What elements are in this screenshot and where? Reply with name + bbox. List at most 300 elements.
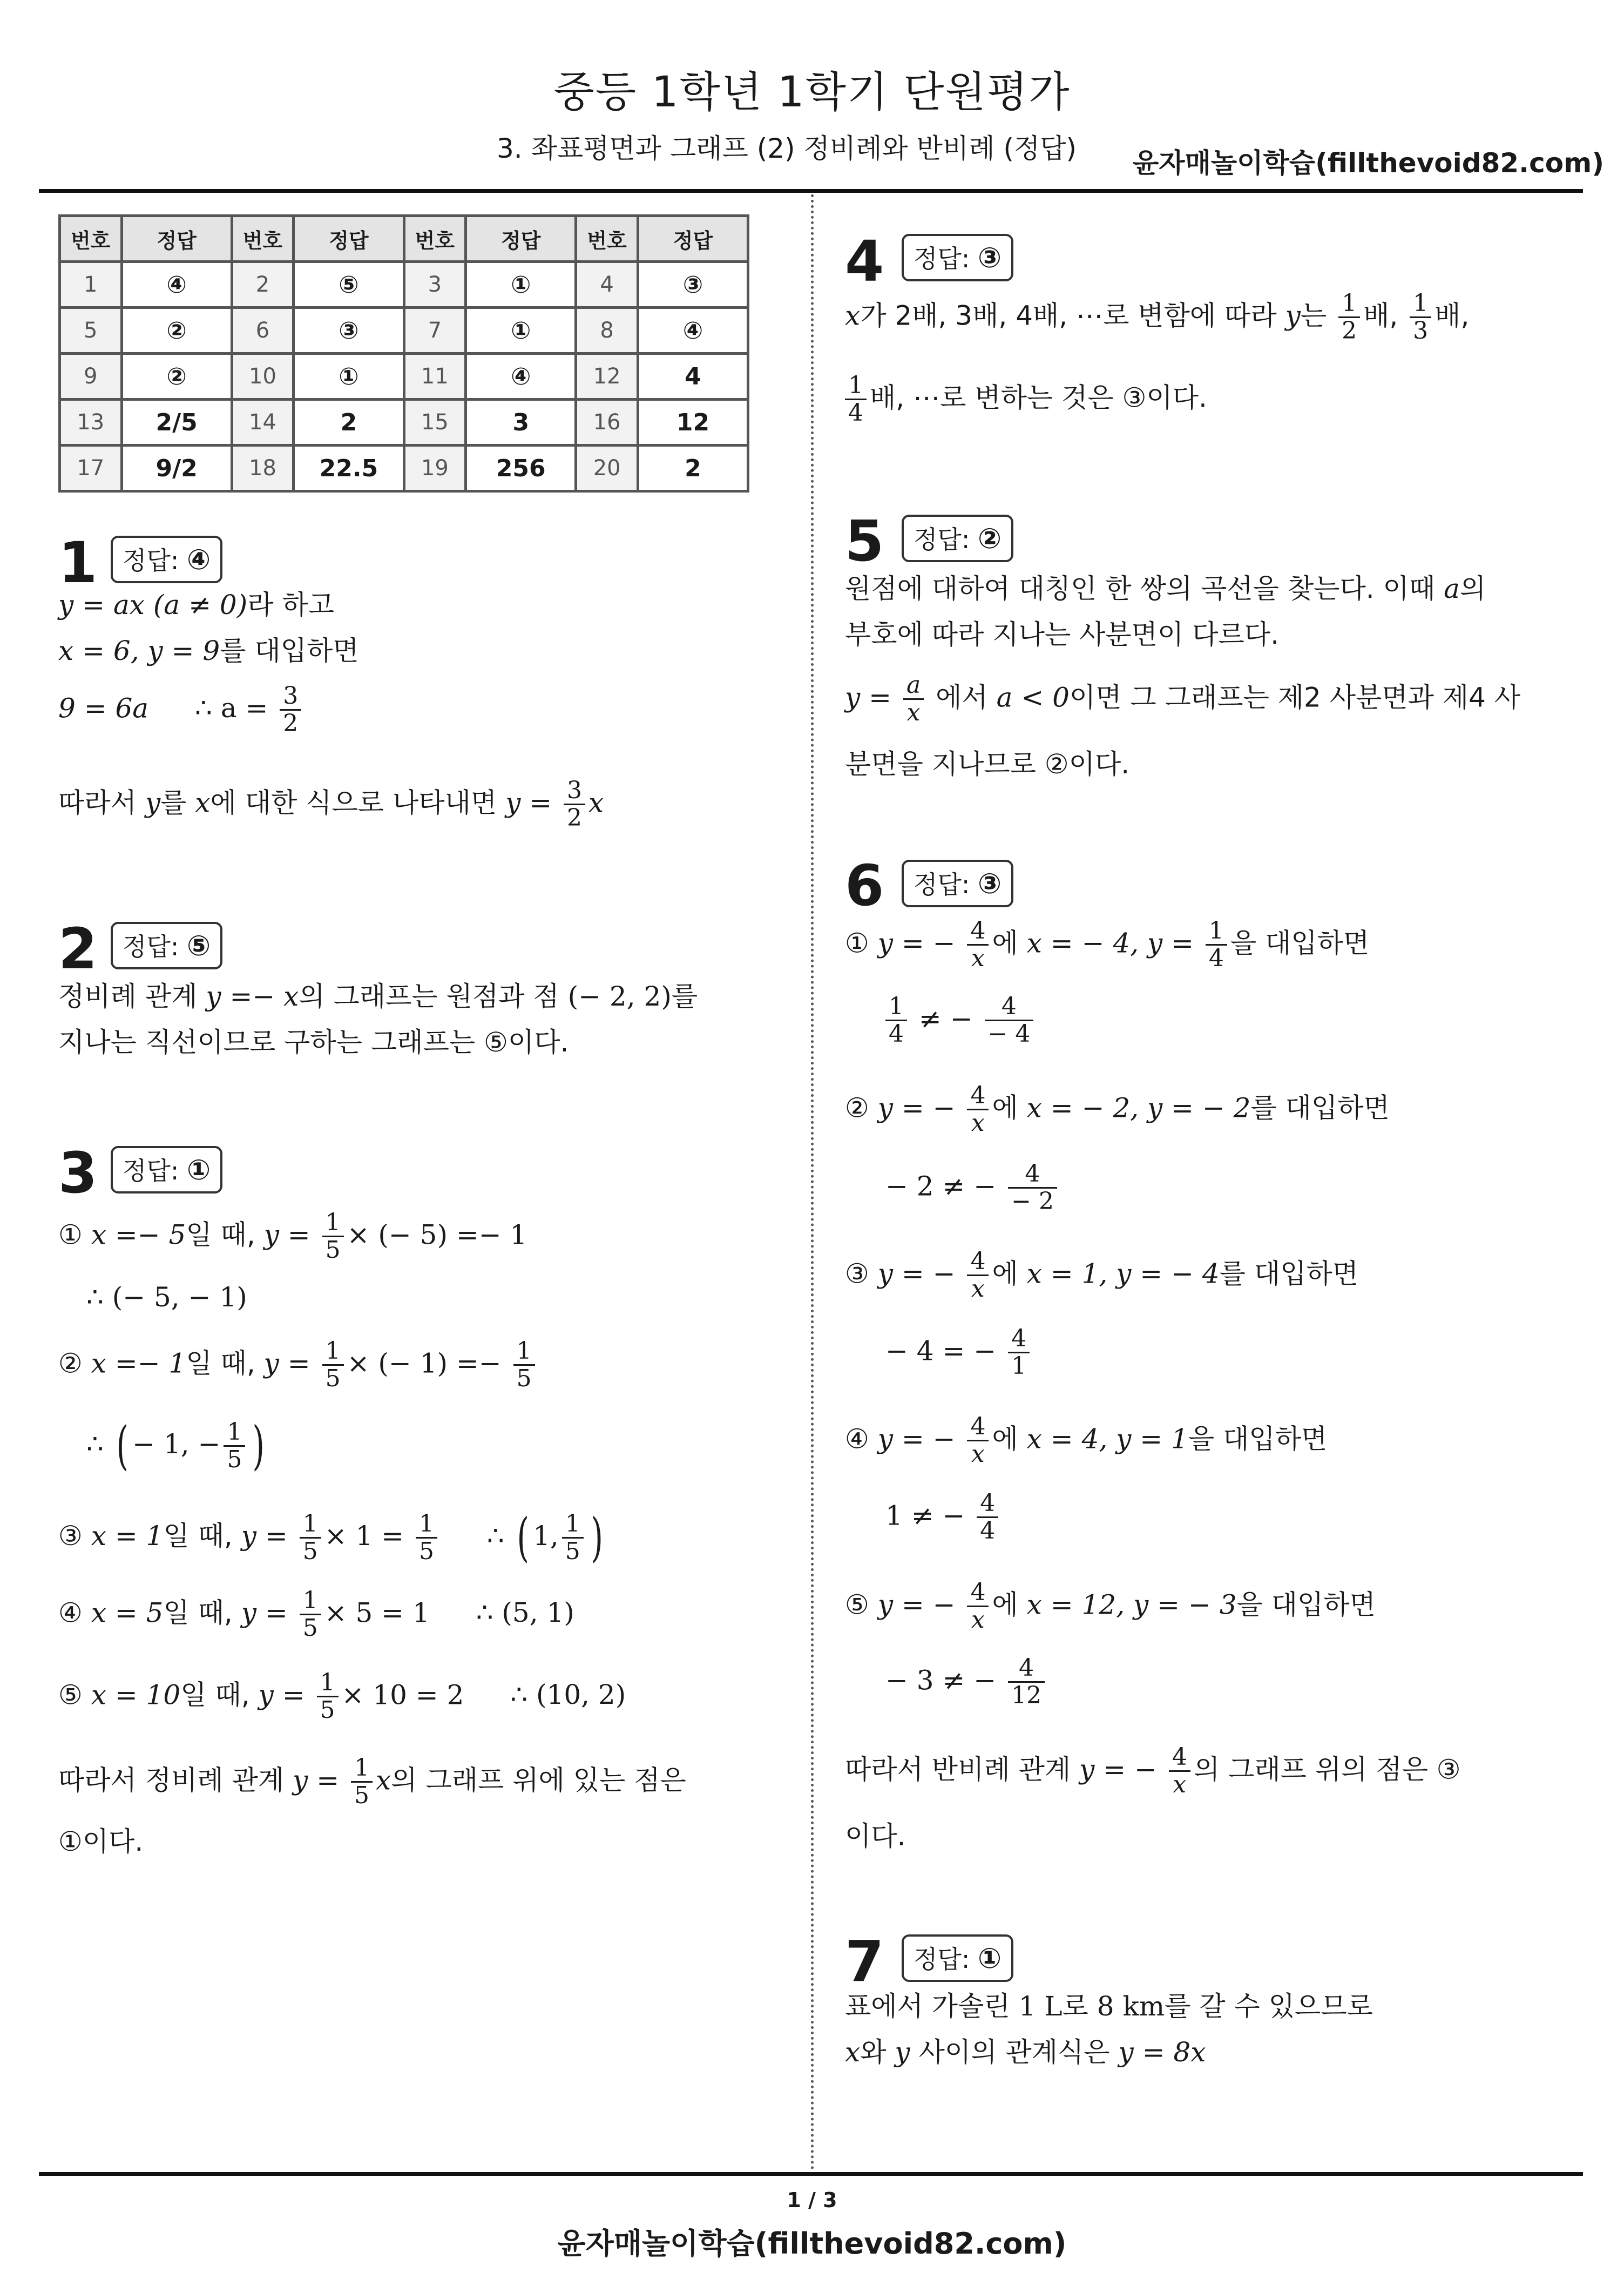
header-cell: 정답 xyxy=(294,216,404,262)
badge-answer: ① xyxy=(187,1154,211,1186)
math: y = xyxy=(258,1679,305,1711)
math: ∴ (− 5, − 1) xyxy=(86,1282,247,1313)
fraction-numerator: 1 xyxy=(351,1755,373,1783)
problem-6-step-4 xyxy=(845,1414,1327,1468)
fraction-numerator: 1 xyxy=(317,1670,339,1697)
math: − 3 ≠ − xyxy=(885,1664,997,1696)
fraction-numerator: 4 xyxy=(1008,1161,1057,1189)
math: × (− 5) =− 1 xyxy=(347,1219,527,1251)
choice-mark: ③ xyxy=(845,1258,869,1290)
fraction xyxy=(224,1419,245,1473)
fraction-numerator: 4 xyxy=(977,1491,998,1518)
right-paren: ) xyxy=(252,1415,265,1476)
math: x xyxy=(845,300,861,332)
problem-5-line-2: 부호에 따라 지나는 사분면이 다르다. xyxy=(845,619,1279,650)
badge-label: 정답: xyxy=(123,546,179,575)
text: 배, xyxy=(1434,300,1470,332)
fraction-denominator: 4 xyxy=(1208,945,1224,973)
text: 의 그래프 위에 있는 점은 xyxy=(391,1764,686,1796)
badge-label: 정답: xyxy=(914,525,970,554)
footer-rule xyxy=(39,2172,1583,2176)
problem-3-row-5 xyxy=(58,1670,626,1724)
question-number-cell: 15 xyxy=(404,400,466,446)
math: x = 6, y = 9 xyxy=(58,635,220,666)
math: − 4 = − xyxy=(885,1335,997,1367)
problem-5-line-4: 분면을 지나므로 ②이다. xyxy=(845,748,1130,780)
math: ∴ (10, 2) xyxy=(510,1679,626,1711)
problem-5-answer-badge xyxy=(902,515,1013,562)
answer-cell: ④ xyxy=(466,354,576,400)
choice-mark: ① xyxy=(58,1219,83,1251)
fraction-denominator: 5 xyxy=(325,1365,341,1393)
badge-label: 정답: xyxy=(123,932,179,961)
answer-cell: 2 xyxy=(638,446,748,491)
math: ∴ (5, 1) xyxy=(476,1597,574,1629)
fraction xyxy=(1169,1744,1190,1798)
fraction xyxy=(1206,918,1227,972)
fraction xyxy=(967,918,989,972)
problem-5-number: 5 xyxy=(845,508,884,574)
math: y = xyxy=(263,1347,310,1379)
math: − 1, − xyxy=(132,1428,221,1460)
math: y xyxy=(58,589,74,621)
badge-label: 정답: xyxy=(914,870,970,899)
header-cell: 번호 xyxy=(404,216,466,262)
problem-1-line-4 xyxy=(58,778,604,832)
header-rule xyxy=(39,189,1583,193)
fraction-numerator: 4 xyxy=(967,918,989,946)
table-row xyxy=(60,308,748,354)
math: y xyxy=(1285,300,1301,332)
question-number-cell: 10 xyxy=(232,354,294,400)
answer-cell: 22.5 xyxy=(294,446,404,491)
fraction xyxy=(967,1083,989,1137)
problem-3-row-1-result xyxy=(86,1281,247,1313)
problem-7-number: 7 xyxy=(845,1928,884,1994)
fraction-denominator: 12 xyxy=(1011,1682,1042,1710)
question-number-cell: 8 xyxy=(576,308,638,354)
answer-cell: ⑤ xyxy=(294,262,404,308)
fraction-numerator: 4 xyxy=(985,994,1034,1021)
text: 에 xyxy=(992,927,1018,959)
math: x = 10 xyxy=(91,1679,181,1711)
problem-1-line-2 xyxy=(58,635,359,667)
fraction-numerator: 1 xyxy=(416,1511,437,1539)
math: × 10 = 2 xyxy=(341,1679,464,1711)
math: − 2 ≠ − xyxy=(885,1170,997,1202)
fraction-denominator: x xyxy=(971,945,985,973)
math: y = xyxy=(241,1597,288,1629)
left-paren: ( xyxy=(517,1507,529,1568)
text: 를 xyxy=(160,787,187,819)
math: ∴ xyxy=(86,1428,104,1460)
answer-cell: ③ xyxy=(294,308,404,354)
fraction-denominator: x xyxy=(971,1440,985,1468)
problem-6-step-2-check xyxy=(885,1161,1060,1215)
math: x xyxy=(376,1764,391,1796)
problem-3-conclusion xyxy=(58,1755,686,1809)
text: 의 xyxy=(1459,573,1486,604)
table-row xyxy=(60,446,748,491)
math: y = xyxy=(505,787,552,819)
fraction xyxy=(967,1580,989,1634)
answer-cell: ① xyxy=(466,308,576,354)
math: × (− 1) =− xyxy=(347,1347,502,1379)
answer-cell: ② xyxy=(121,308,232,354)
badge-label: 정답: xyxy=(914,1945,970,1974)
fraction-numerator: 1 xyxy=(562,1511,584,1539)
question-number-cell: 12 xyxy=(576,354,638,400)
fraction-numerator: 1 xyxy=(322,1210,344,1237)
question-number-cell: 16 xyxy=(576,400,638,446)
math: ∴ a = xyxy=(195,692,268,724)
math: y = 8x xyxy=(1118,2037,1206,2068)
question-number-cell: 20 xyxy=(576,446,638,491)
fraction xyxy=(885,994,907,1048)
text: 는 xyxy=(1300,300,1327,332)
answer-cell: 3 xyxy=(466,400,576,446)
problem-4-number: 4 xyxy=(845,228,884,294)
fraction-denominator: x xyxy=(971,1606,985,1634)
problem-1-line-3 xyxy=(58,683,304,737)
question-number-cell: 19 xyxy=(404,446,466,491)
fraction-denominator: 5 xyxy=(418,1538,434,1566)
table-row xyxy=(60,354,748,400)
problem-7-line-1 xyxy=(845,1990,1373,2022)
problem-3-conclusion-2: ①이다. xyxy=(58,1826,144,1857)
header-cell: 번호 xyxy=(232,216,294,262)
text: 일 때, xyxy=(163,1597,233,1629)
choice-mark: ⑤ xyxy=(845,1589,869,1621)
fraction-numerator: 1 xyxy=(300,1588,321,1615)
fraction-denominator: 5 xyxy=(354,1782,370,1810)
fraction-numerator: 4 xyxy=(967,1083,989,1110)
header-cell: 번호 xyxy=(576,216,638,262)
choice-mark: ② xyxy=(58,1347,83,1379)
text: 에 대한 식으로 나타내면 xyxy=(210,787,497,819)
math: x = 5 xyxy=(91,1597,164,1629)
fraction-denominator: x xyxy=(971,1275,985,1303)
fraction xyxy=(300,1511,321,1565)
math: ∴ xyxy=(486,1520,504,1552)
fraction-denominator: 2 xyxy=(283,710,299,738)
text: 따라서 정비례 관계 xyxy=(58,1764,285,1796)
choice-mark: ④ xyxy=(845,1423,869,1455)
question-number-cell: 4 xyxy=(576,262,638,308)
fraction-denominator: 5 xyxy=(516,1365,532,1393)
problem-6-step-2 xyxy=(845,1083,1390,1137)
problem-5-line-1 xyxy=(845,572,1486,605)
math: 8 km xyxy=(1097,1991,1165,2022)
math: y = xyxy=(293,1764,340,1796)
math: x = 12, y = − 3 xyxy=(1026,1589,1237,1621)
fraction-numerator: 4 xyxy=(1169,1744,1190,1772)
problem-4-answer-badge xyxy=(902,234,1013,281)
math: x xyxy=(195,787,211,819)
problem-2-number: 2 xyxy=(58,916,98,982)
fraction-denominator: 4 xyxy=(889,1020,904,1048)
fraction-numerator: 4 xyxy=(1008,1326,1030,1353)
math: x xyxy=(588,787,604,819)
problem-3-row-3 xyxy=(58,1507,607,1569)
math: y = − xyxy=(877,1589,956,1621)
answer-cell: ③ xyxy=(638,262,748,308)
problem-6-step-4-check xyxy=(885,1491,1002,1545)
question-number-cell: 14 xyxy=(232,400,294,446)
math: y = − xyxy=(877,1258,956,1290)
answer-cell: 4 xyxy=(638,354,748,400)
fraction-numerator: 1 xyxy=(1206,918,1227,946)
problem-7-answer-badge xyxy=(902,1934,1013,1982)
fraction-denominator: 2 xyxy=(567,804,583,832)
answer-cell: ④ xyxy=(638,308,748,354)
problem-6-step-3 xyxy=(845,1249,1358,1303)
question-number-cell: 7 xyxy=(404,308,466,354)
text: 에 xyxy=(992,1092,1018,1124)
text: 를 xyxy=(671,981,698,1012)
fraction-denominator: − 2 xyxy=(1011,1188,1054,1216)
answer-cell: ④ xyxy=(121,262,232,308)
question-number-cell: 13 xyxy=(60,400,122,446)
math: x = − 2, y = − 2 xyxy=(1026,1092,1251,1124)
problem-6-step-5-check xyxy=(885,1655,1048,1709)
right-paren: ) xyxy=(591,1507,603,1568)
question-number-cell: 3 xyxy=(404,262,466,308)
problem-6-step-5 xyxy=(845,1580,1376,1634)
math: y =− x xyxy=(206,981,299,1012)
fraction-denominator: 1 xyxy=(1011,1352,1027,1380)
fraction-denominator: 5 xyxy=(227,1446,242,1474)
problem-6-step-1-check xyxy=(885,994,1037,1048)
text: 에서 xyxy=(936,682,988,713)
math: = xyxy=(82,589,105,621)
fraction-denominator: x xyxy=(906,699,921,727)
fraction xyxy=(300,1588,321,1642)
text: 이면 그 그래프는 제2 사분면과 제4 사 xyxy=(1069,682,1521,713)
badge-answer: ① xyxy=(978,1943,1002,1975)
page-subtitle: 3. 좌표평면과 그래프 (2) 정비례와 반비례 (정답) xyxy=(497,133,1077,164)
math: x =− 1 xyxy=(91,1347,186,1379)
header-cell: 번호 xyxy=(60,216,122,262)
math: y = xyxy=(241,1520,288,1552)
math: 1, xyxy=(533,1520,559,1552)
answer-table xyxy=(58,214,749,493)
fraction-numerator: 1 xyxy=(845,373,867,400)
problem-7-line-2 xyxy=(845,2036,1206,2068)
fraction-numerator: 4 xyxy=(1008,1655,1045,1683)
problem-6-conclusion-2: 이다. xyxy=(845,1820,906,1852)
badge-label: 정답: xyxy=(914,244,970,273)
text: 따라서 xyxy=(58,787,137,819)
fraction xyxy=(967,1414,989,1468)
text: 를 대입하면 xyxy=(1219,1258,1359,1290)
problem-6-step-1 xyxy=(845,918,1369,972)
fraction-denominator: 4 xyxy=(848,399,863,427)
problem-1-line-1 xyxy=(58,589,334,621)
fraction xyxy=(416,1511,437,1565)
fraction-denominator: 5 xyxy=(302,1614,318,1642)
answer-cell: 256 xyxy=(466,446,576,491)
brand-footer: 윤자매놀이학습(fillthevoid82.com) xyxy=(557,2227,1067,2261)
text: 일 때, xyxy=(163,1520,233,1552)
fraction-denominator: 5 xyxy=(565,1538,580,1566)
answer-cell: 9/2 xyxy=(121,446,232,491)
question-number-cell: 18 xyxy=(232,446,294,491)
text: 에 xyxy=(992,1589,1018,1621)
fraction-numerator: 1 xyxy=(1338,291,1360,318)
fraction-numerator: 3 xyxy=(564,778,585,805)
problem-6-conclusion xyxy=(845,1744,1461,1798)
answer-cell: 12 xyxy=(638,400,748,446)
text: 배, xyxy=(1363,300,1398,332)
problem-4-line-2 xyxy=(845,373,1207,427)
fraction-denominator: x xyxy=(971,1109,985,1137)
math: (− 2, 2) xyxy=(567,981,672,1012)
text: 일 때, xyxy=(180,1679,250,1711)
text: 일 때, xyxy=(186,1219,255,1251)
problem-4-line-1 xyxy=(845,291,1469,345)
fraction-denominator: x xyxy=(1173,1771,1187,1799)
fraction-numerator: 1 xyxy=(224,1419,245,1447)
text: 를 갈 수 있으므로 xyxy=(1165,1991,1373,2022)
fraction xyxy=(985,994,1034,1048)
text: 을 대입하면 xyxy=(1236,1589,1376,1621)
fraction xyxy=(351,1755,373,1809)
choice-mark: ③ xyxy=(58,1520,83,1552)
math: 1 ≠ − xyxy=(885,1500,965,1532)
fraction-numerator: 1 xyxy=(1410,291,1431,318)
text: 의 그래프 위의 점은 ③ xyxy=(1193,1754,1461,1785)
text: 원점에 대하여 대칭인 한 쌍의 곡선을 찾는다. 이때 xyxy=(845,573,1436,604)
math: y = − xyxy=(1079,1754,1157,1785)
fraction xyxy=(1410,291,1431,345)
text: 일 때, xyxy=(186,1347,255,1379)
question-number-cell: 5 xyxy=(60,308,122,354)
text: 사이의 관계식은 xyxy=(918,2037,1110,2068)
fraction-numerator: 1 xyxy=(300,1511,321,1539)
problem-3-row-4 xyxy=(58,1588,574,1642)
problem-3-row-2-result xyxy=(86,1415,269,1477)
text: 에 xyxy=(992,1423,1018,1455)
math: y = − xyxy=(877,1092,956,1124)
problem-5-line-3 xyxy=(845,672,1520,726)
fraction-denominator: 5 xyxy=(302,1538,318,1566)
fraction-numerator: 1 xyxy=(885,994,907,1021)
math: y = − xyxy=(877,927,956,959)
math: x = 1, y = − 4 xyxy=(1026,1258,1220,1290)
fraction xyxy=(1008,1655,1045,1709)
fraction xyxy=(562,1511,584,1565)
fraction xyxy=(1008,1326,1030,1380)
badge-answer: ⑤ xyxy=(187,930,211,962)
math: a < 0 xyxy=(996,682,1070,713)
fraction xyxy=(317,1670,339,1724)
left-paren: ( xyxy=(116,1415,128,1476)
math: y xyxy=(895,2037,910,2068)
fraction-numerator: 1 xyxy=(513,1338,535,1366)
question-number-cell: 17 xyxy=(60,446,122,491)
math: a xyxy=(1444,573,1460,604)
text: 로 xyxy=(1062,1991,1088,2022)
page-title: 중등 1학년 1학기 단원평가 xyxy=(553,68,1071,117)
text: 정비례 관계 xyxy=(58,981,198,1012)
fraction xyxy=(967,1249,989,1303)
problem-2-line-1 xyxy=(58,980,698,1013)
choice-mark: ② xyxy=(845,1092,869,1124)
text: 을 대입하면 xyxy=(1230,927,1370,959)
fraction-numerator: 4 xyxy=(967,1414,989,1441)
badge-label: 정답: xyxy=(123,1156,179,1185)
choice-mark: ① xyxy=(845,927,869,959)
fraction xyxy=(845,373,867,427)
math: 9 = 6a xyxy=(58,692,149,724)
fraction xyxy=(564,778,585,832)
math: x xyxy=(845,2037,861,2068)
answer-cell: ① xyxy=(466,262,576,308)
math: × 1 = xyxy=(324,1520,404,1552)
fraction-denominator: 5 xyxy=(325,1236,341,1264)
fraction xyxy=(513,1338,535,1392)
math: y = xyxy=(263,1219,310,1251)
brand-header: 윤자매놀이학습(fillthevoid82.com) xyxy=(1133,147,1605,179)
fraction-denominator: 2 xyxy=(1342,317,1357,345)
math: x = 4, y = 1 xyxy=(1026,1423,1188,1455)
fraction-denominator: − 4 xyxy=(987,1020,1031,1048)
question-number-cell: 9 xyxy=(60,354,122,400)
problem-3-row-2 xyxy=(58,1338,538,1392)
math: y = xyxy=(845,682,892,713)
question-number-cell: 6 xyxy=(232,308,294,354)
column-divider xyxy=(811,194,814,2171)
fraction xyxy=(1338,291,1360,345)
problem-3-row-1 xyxy=(58,1210,527,1264)
problem-2-answer-badge xyxy=(111,922,222,969)
choice-mark: ⑤ xyxy=(58,1679,83,1711)
text: 의 그래프는 원점과 점 xyxy=(299,981,559,1012)
question-number-cell: 1 xyxy=(60,262,122,308)
text: 를 대입하면 xyxy=(220,635,359,666)
answer-cell: ① xyxy=(294,354,404,400)
fraction xyxy=(322,1210,344,1264)
badge-answer: ③ xyxy=(978,242,1002,274)
fraction-numerator: 1 xyxy=(322,1338,344,1366)
math: x = 1 xyxy=(91,1520,164,1552)
text: 와 xyxy=(860,2037,887,2068)
text: 따라서 반비례 관계 xyxy=(845,1754,1071,1785)
math: ≠ − xyxy=(918,1003,973,1035)
problem-6-number: 6 xyxy=(845,853,884,919)
fraction xyxy=(280,683,301,737)
math: y xyxy=(145,787,161,819)
page-number: 1 / 3 xyxy=(787,2188,837,2212)
math: x =− 5 xyxy=(91,1219,186,1251)
math: × 5 = 1 xyxy=(324,1597,430,1629)
text: 표에서 가솔린 xyxy=(845,1991,1010,2022)
fraction xyxy=(322,1338,344,1392)
fraction xyxy=(977,1491,998,1545)
text: 을 대입하면 xyxy=(1188,1423,1328,1455)
badge-answer: ② xyxy=(978,523,1002,555)
header-cell: 정답 xyxy=(121,216,232,262)
answer-cell: 2/5 xyxy=(121,400,232,446)
choice-mark: ④ xyxy=(58,1597,83,1629)
badge-answer: ④ xyxy=(187,544,211,576)
fraction-numerator: 3 xyxy=(280,683,301,711)
fraction-numerator: 4 xyxy=(967,1580,989,1607)
math: ax xyxy=(113,589,145,621)
question-number-cell: 2 xyxy=(232,262,294,308)
problem-3-answer-badge xyxy=(111,1146,222,1193)
